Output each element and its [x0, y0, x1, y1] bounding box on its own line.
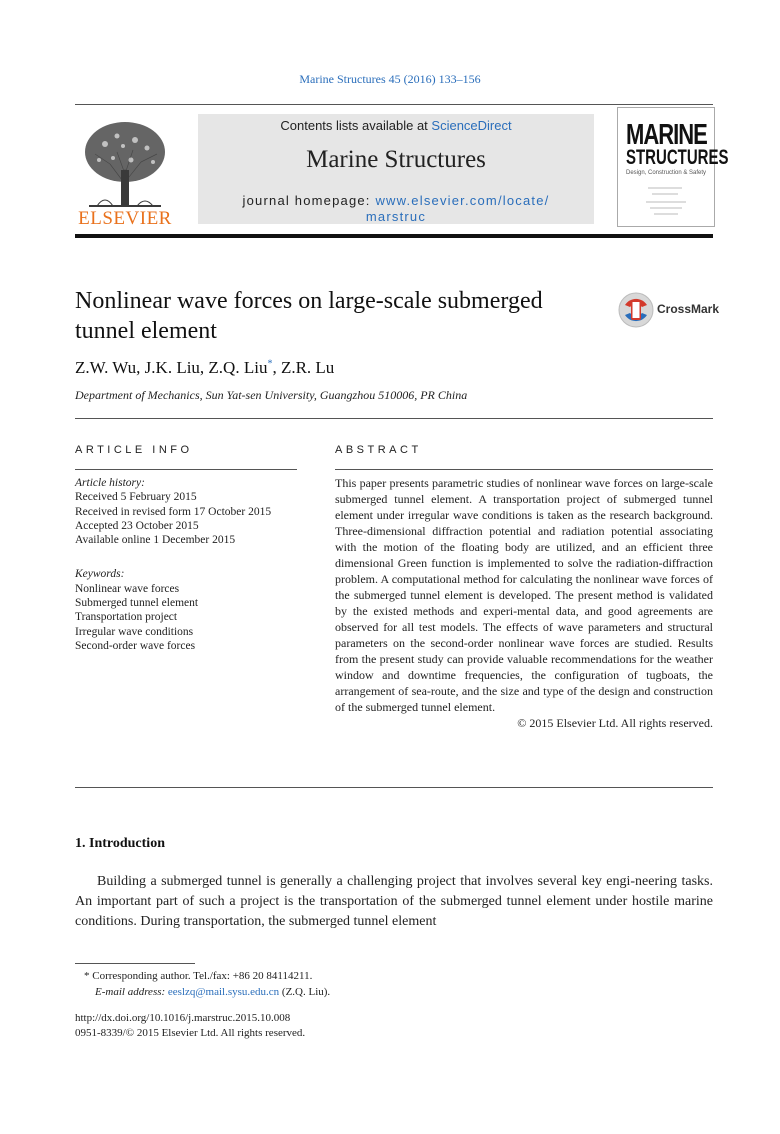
- email-link[interactable]: eeslzq@mail.sysu.edu.cn: [167, 986, 280, 998]
- keyword-item: Irregular wave conditions: [75, 625, 194, 638]
- keyword-item: Transportation project: [75, 611, 178, 624]
- history-item: Accepted 23 October 2015: [75, 519, 199, 532]
- email-label: E-mail address:: [95, 986, 168, 998]
- article-history: [75, 476, 297, 653]
- email-suffix: (Z.Q. Liu).: [279, 986, 331, 998]
- homepage-label: journal homepage:: [242, 193, 376, 208]
- journal-cover-thumbnail[interactable]: [617, 107, 729, 227]
- meta-bottom-rule: [75, 787, 713, 788]
- contents-line: [198, 118, 594, 133]
- doi-link[interactable]: http://dx.doi.org/10.1016/j.marstruc.2015.10.008: [75, 1012, 291, 1024]
- header-top-rule: [75, 104, 713, 105]
- journal-citation[interactable]: Marine Structures 45 (2016) 133–156: [299, 72, 481, 86]
- cover-title-line2: STRUCTURES: [626, 146, 729, 170]
- journal-title: Marine Structures: [306, 146, 486, 173]
- meta-top-rule: [75, 418, 713, 419]
- journal-homepage: [198, 193, 594, 225]
- abstract-body: [335, 475, 713, 731]
- elsevier-wordmark: ELSEVIER: [78, 208, 172, 229]
- cover-text-lines: [638, 182, 694, 220]
- author-list: [75, 358, 334, 378]
- keyword-item: Nonlinear wave forces: [75, 582, 180, 595]
- crossmark-icon[interactable]: [617, 291, 655, 329]
- homepage-link-cont[interactable]: marstruc: [365, 209, 427, 224]
- history-item: Received in revised form 17 October 2015: [75, 505, 272, 518]
- keywords-label: Keywords:: [75, 568, 125, 581]
- section-heading-introduction: 1. Introduction: [75, 836, 165, 851]
- sciencedirect-link[interactable]: ScienceDirect: [431, 118, 512, 133]
- footnote-rule: [75, 963, 195, 964]
- article-title: Nonlinear wave forces on large-scale submerged tunnel element: [75, 288, 543, 344]
- history-item: Received 5 February 2015: [75, 491, 197, 504]
- crossmark-label[interactable]: CrossMark: [657, 302, 720, 316]
- header-bottom-rule: [75, 234, 713, 238]
- corresponding-author-mark[interactable]: *: [267, 358, 273, 370]
- authors-part-2: , Z.R. Lu: [272, 358, 335, 377]
- abstract-heading: ABSTRACT: [335, 444, 422, 456]
- keyword-item: Second-order wave forces: [75, 639, 196, 652]
- corresponding-author-note: * Corresponding author. Tel./fax: +86 20 84114211.: [84, 970, 313, 982]
- article-info-rule: [75, 469, 297, 470]
- abstract-copyright: © 2015 Elsevier Ltd. All rights reserved.: [517, 716, 713, 730]
- article-history-label: Article history:: [75, 477, 145, 489]
- issn-line: 0951-8339/© 2015 Elsevier Ltd. All rights reserved.: [75, 1027, 306, 1039]
- homepage-link[interactable]: www.elsevier.com/locate/: [375, 193, 550, 208]
- contents-prefix: Contents lists available at: [280, 118, 432, 133]
- article-info-heading: ARTICLE INFO: [75, 444, 193, 456]
- authors-part-1: Z.W. Wu, J.K. Liu, Z.Q. Liu: [75, 358, 268, 377]
- keyword-item: Submerged tunnel element: [75, 597, 199, 610]
- email-note: [95, 986, 330, 998]
- cover-title-line1: MARINE: [626, 118, 707, 151]
- introduction-paragraph: Building a submerged tunnel is generally a challenging project that involves several key engi-neering tasks. An important part of such a project is the transportation of the submerged tunnel element under hostile marine conditions. During transportation, the submerged tunnel element: [75, 874, 713, 929]
- history-item: Available online 1 December 2015: [75, 534, 236, 547]
- abstract-text: This paper presents parametric studies of nonlinear wave forces on large-scale submerged tunnel element. A transportation project of submerged tunnel element under irregular wave conditions is taken as the research background. Three-dimensional diffraction potential and radiation potential associating with the motion of the floating body are utilized, and an efficient three dimensional Green function is implemented to solve the radiation-diffraction problem. A computational method for calculating the nonlinear wave forces of the submerged tunnel element is developed. The present method is validated by the existed methods and experi-mental data, and good agreements are observed for all test models. The effects of wave parameters and structural parameters on the second-order nonlinear wave forces are studied. Results from the present study can provide valuable recommendations for the weather window and downtime frequencies, the configuration of tugboats, the arrangement of sea-route, and the size and type of the design and construction of the submerged tunnel element.: [335, 476, 713, 714]
- cover-subtitle: Design, Construction & Safety: [626, 170, 707, 176]
- affiliation: Department of Mechanics, Sun Yat-sen University, Guangzhou 510006, PR China: [75, 388, 468, 402]
- abstract-rule: [335, 469, 713, 470]
